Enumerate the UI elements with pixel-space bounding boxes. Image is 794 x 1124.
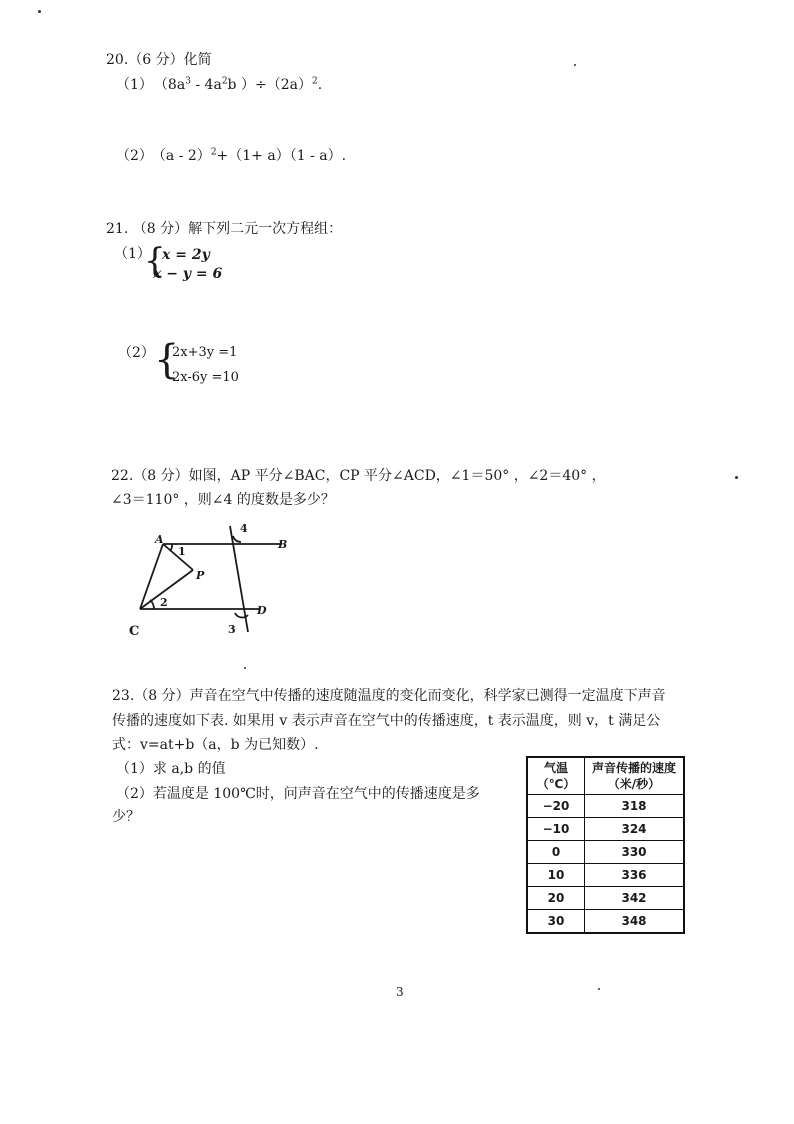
header-temp-line1: 气温: [543, 761, 568, 775]
scan-speck: [598, 988, 600, 990]
q21-part2-eq2: 2x-6y =10: [172, 370, 239, 385]
scan-speck: [735, 476, 738, 479]
speed-cell: 342: [585, 887, 685, 910]
q20-part1-expr-a: （8a: [160, 77, 186, 93]
header-temperature: [527, 757, 585, 795]
q21-part1-eq1: x = 2y: [162, 247, 210, 263]
label-1: 1: [178, 545, 186, 558]
speed-cell: 348: [585, 910, 685, 934]
q22-line2: ∠3＝110° ，则∠4 的度数是多少？: [111, 492, 335, 508]
q21-part2-label: （2）: [118, 345, 155, 361]
label-c: C: [129, 624, 140, 639]
q21-part1-brace: {: [144, 241, 166, 281]
label-b: B: [278, 538, 288, 551]
table-row: [527, 818, 684, 841]
speed-temperature-table: [526, 756, 685, 934]
scan-speck: [38, 10, 41, 13]
q20-part1-end: .: [317, 77, 323, 93]
q23-line1: 23.（8 分）声音在空气中传播的速度随温度的变化而变化，科学家已测得一定温度下声音: [112, 688, 666, 704]
temp-cell: 0: [527, 841, 585, 864]
q20-part1-expr-c: b ）÷（2a）: [227, 77, 312, 93]
q21-part2-eq1: 2x+3y =1: [172, 345, 238, 360]
q23-sub2b: 少？: [112, 809, 140, 825]
page-number: 3: [396, 985, 404, 999]
q20-part1-exp-a: 3: [185, 76, 191, 87]
angle-4-arc: [233, 536, 241, 542]
header-speed-line2: （米/秒）: [607, 777, 661, 791]
label-d: D: [257, 604, 267, 617]
table-row: [527, 864, 684, 887]
q20-title: 20.（6 分）化简: [106, 52, 212, 68]
q20-part1-exp-c: 2: [311, 76, 318, 87]
speed-cell: 330: [585, 841, 685, 864]
q20-part1: [116, 76, 322, 94]
q20-part1-exp-b: 2: [221, 76, 228, 87]
q23-sub2a: （2）若温度是 100℃时，问声音在空气中的传播速度是多: [116, 786, 480, 802]
q22-line1: 22.（8 分）如图，AP 平分∠BAC，CP 平分∠ACD，∠1＝50° ，∠2＝40° ，: [111, 468, 606, 484]
table-row: [527, 910, 684, 934]
header-speed: [585, 757, 685, 795]
speed-cell: 324: [585, 818, 685, 841]
label-p: P: [196, 569, 205, 582]
q21-part2-brace: {: [154, 337, 180, 383]
header-temp-line2: （℃）: [536, 777, 576, 791]
header-speed-line1: 声音传播的速度: [591, 761, 676, 775]
label-4: 4: [240, 522, 248, 535]
temp-cell: −20: [527, 795, 585, 818]
q21-part1-eq2: x − y = 6: [153, 266, 223, 282]
scan-speck: [244, 667, 246, 669]
label-a: A: [155, 533, 164, 546]
angle-1-arc: [170, 544, 172, 551]
q22-geometry-figure: [120, 520, 290, 645]
label-2: 2: [160, 596, 168, 609]
q20-part2-label: （2）: [116, 148, 153, 164]
table-row: [527, 887, 684, 910]
q20-part2-expr-a: （a - 2）: [158, 148, 211, 164]
q20-part2-expr-b: +（1+ a）（1 - a）.: [216, 148, 347, 164]
table-row: [527, 841, 684, 864]
table-header-row: [527, 757, 684, 795]
table-row: [527, 795, 684, 818]
temp-cell: 30: [527, 910, 585, 934]
angle-2-arc: [150, 600, 154, 609]
temp-cell: 10: [527, 864, 585, 887]
temp-cell: 20: [527, 887, 585, 910]
speed-cell: 318: [585, 795, 685, 818]
q20-part1-label: （1）: [116, 77, 153, 93]
q21-title: 21. （8 分）解下列二元一次方程组：: [106, 221, 343, 237]
temp-cell: −10: [527, 818, 585, 841]
label-3: 3: [228, 623, 236, 636]
q20-part1-expr-b: - 4a: [190, 77, 222, 93]
scan-speck: [574, 64, 576, 66]
q20-part2-exp-a: 2: [210, 147, 217, 158]
q21-part1-label: （1）: [114, 246, 151, 262]
q20-part2: [116, 147, 346, 165]
speed-cell: 336: [585, 864, 685, 887]
q23-line2: 传播的速度如下表. 如果用 v 表示声音在空气中的传播速度，t 表示温度，则 v，t 满足公: [112, 713, 661, 729]
q23-sub1: （1）求 a,b 的值: [116, 761, 226, 777]
q23-line3: 式：v=at+b（a，b 为已知数）.: [112, 737, 319, 753]
